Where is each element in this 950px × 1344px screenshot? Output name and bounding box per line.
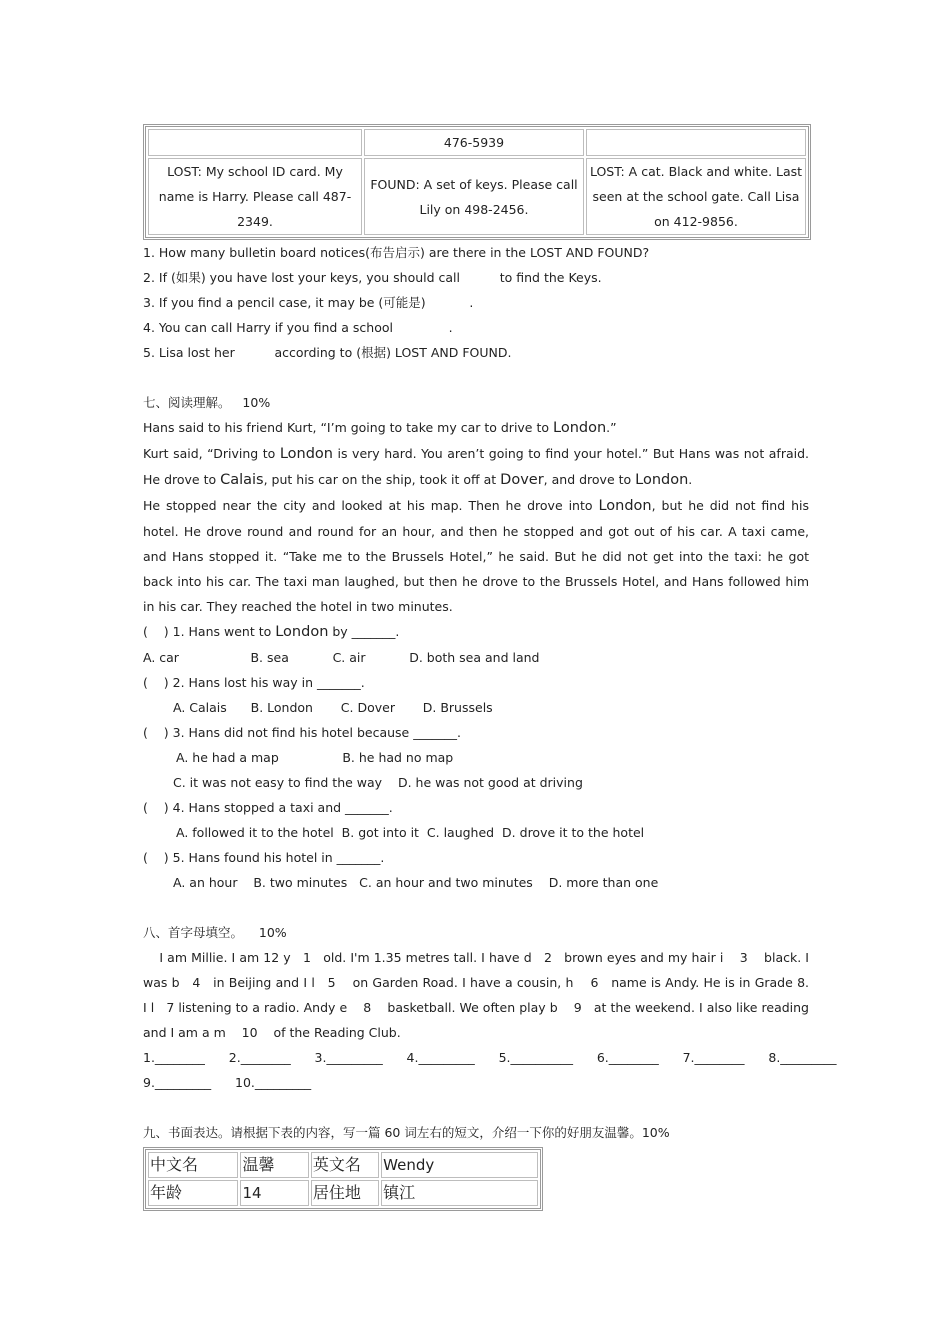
info-value: 镇江 xyxy=(381,1180,538,1206)
answer-options: A. he had a map B. he had no map xyxy=(176,750,454,765)
info-value: Wendy xyxy=(381,1152,538,1178)
info-value: 温馨 xyxy=(240,1152,308,1178)
answer-options: A. followed it to the hotel B. got into it C. laughed D. drove it to the hotel xyxy=(176,825,645,840)
lost-table-cell xyxy=(586,129,806,156)
answer-blanks: 9._________ 10._________ xyxy=(143,1075,312,1090)
reading-paragraph: Hans said to his friend Kurt, “I’m going to take my car to drive to London.” xyxy=(143,420,617,436)
info-value: 14 xyxy=(240,1180,308,1206)
question-line: 3. If you find a pencil case, it may be (可能是) . xyxy=(143,295,474,310)
question-line: 5. Lisa lost her according to (根据) LOST AND FOUND. xyxy=(143,345,512,360)
worksheet-page xyxy=(143,124,837,1211)
reading-paragraph: Kurt said, “Driving to London is very hard. You aren’t going to find your hotel.” But Hans was not afraid. He drove to Calais, put his car on the ship, took it off at Dover, and drove to London. xyxy=(143,446,809,488)
info-label: 居住地 xyxy=(311,1180,379,1206)
info-label: 英文名 xyxy=(311,1152,379,1178)
section-heading: 八、首字母填空。 10% xyxy=(143,925,287,940)
lost-table-cell xyxy=(148,129,362,156)
question-line: 2. If (如果) you have lost your keys, you should call to find the Keys. xyxy=(143,270,602,285)
answer-options: A. car B. sea C. air D. both sea and land xyxy=(143,650,540,665)
question-line: ( ) 4. Hans stopped a taxi and _______. xyxy=(143,800,393,815)
question-line: ( ) 2. Hans lost his way in _______. xyxy=(143,675,365,690)
answer-options: A. Calais B. London C. Dover D. Brussels xyxy=(173,700,493,715)
question-line: 1. How many bulletin board notices(布告启示) are there in the LOST AND FOUND? xyxy=(143,245,650,260)
section-heading: 九、书面表达。请根据下表的内容，写一篇 60 词左右的短文，介绍一下你的好朋友温馨。10% xyxy=(143,1125,670,1140)
question-line: ( ) 1. Hans went to London by _______. xyxy=(143,624,400,640)
section-heading: 七、阅读理解。 10% xyxy=(143,395,271,410)
lost-and-found-table xyxy=(143,124,811,240)
question-line: ( ) 5. Hans found his hotel in _______. xyxy=(143,850,385,865)
reading-paragraph: He stopped near the city and looked at his map. Then he drove into London, but he did not find his hotel. He drove round and round for an hour, and then he stopped and got out of his car. A taxi came, and Hans stopped it. “Take me to the Brussels Hotel,” he said. But he did not get into the taxi: he got back into his car. The taxi man laughed, but then he drove to the Brussels Hotel, and Hans followed him in his car. They reached the hotel in two minutes. xyxy=(143,498,809,614)
lost-notice-harry: LOST: My school ID card. My name is Harry. Please call 487-2349. xyxy=(148,158,362,235)
question-line: 4. You can call Harry if you find a school . xyxy=(143,320,453,335)
cloze-passage: I am Millie. I am 12 y 1 old. I'm 1.35 metres tall. I have d 2 brown eyes and my hair i 3 black. I was b 4 in Beijing and I l 5 on Garden Road. I have a cousin, h 6 name is Andy. He is in Grade 8. I l 7 listening to a radio. Andy e 8 basketball. We often play b 9 at the weekend. I also like reading and I am a m 10 of the Reading Club. xyxy=(143,950,833,1040)
lost-notice-cat: LOST: A cat. Black and white. Last seen at the school gate. Call Lisa on 412-9856. xyxy=(586,158,806,235)
info-label: 年龄 xyxy=(148,1180,238,1206)
question-line: ( ) 3. Hans did not find his hotel because _______. xyxy=(143,725,461,740)
answer-blanks: 1.________ 2.________ 3._________ 4._________ 5.__________ 6.________ 7.________ 8._________ xyxy=(143,1050,837,1065)
info-label: 中文名 xyxy=(148,1152,238,1178)
found-notice-keys: FOUND: A set of keys. Please call Lily on 498-2456. xyxy=(364,158,584,235)
friend-info-table xyxy=(143,1147,543,1211)
answer-options: C. it was not easy to find the way D. he was not good at driving xyxy=(173,775,583,790)
lost-table-cell: 476-5939 xyxy=(364,129,584,156)
answer-options: A. an hour B. two minutes C. an hour and two minutes D. more than one xyxy=(173,875,659,890)
